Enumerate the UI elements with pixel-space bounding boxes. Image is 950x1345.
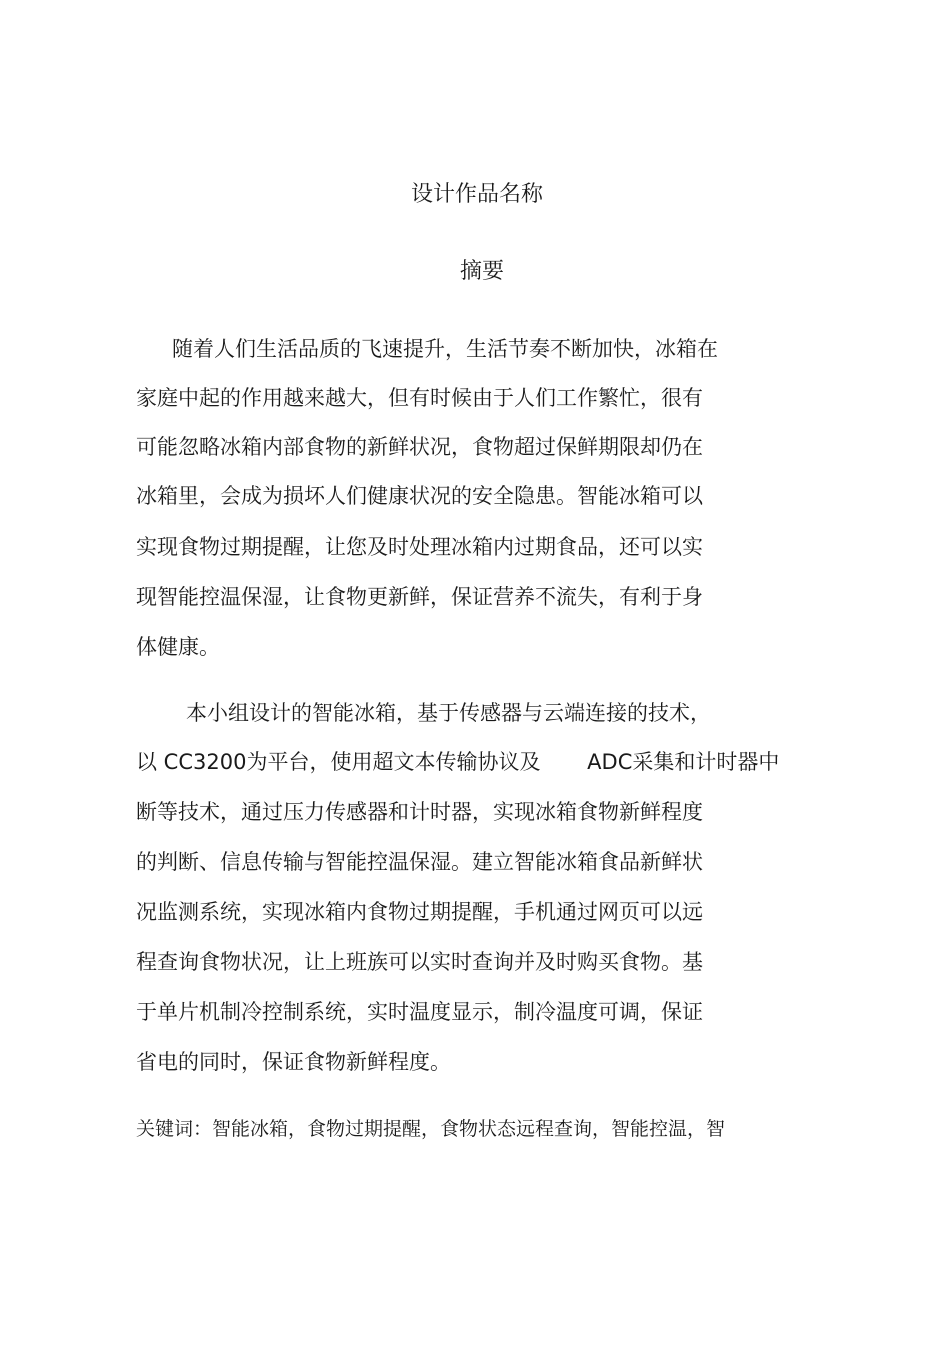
document-title: 设计作品名称 [410,182,543,207]
abstract-heading: 摘要 [459,259,504,284]
paragraph-line: 体健康。 [136,635,220,659]
paragraph-line: 冰箱里，会成为损坏人们健康状况的安全隐患。智能冰箱可以 [136,484,703,508]
paragraph-line: 本小组设计的智能冰箱，基于传感器与云端连接的技术， [186,701,711,725]
paragraph-line: 断等技术，通过压力传感器和计时器，实现冰箱食物新鲜程度 [136,800,703,824]
paragraph-line: 程查询食物状况，让上班族可以实时查询并及时购买食物。基 [136,950,703,974]
paragraph-line: 况监测系统，实现冰箱内食物过期提醒，手机通过网页可以远 [136,900,703,924]
paragraph-line: 以 CC3200为平台，使用超文本传输协议及 ADC采集和计时器中 [136,750,780,774]
paragraph-line: 于单片机制冷控制系统，实时温度显示，制冷温度可调，保证 [136,1000,703,1024]
paragraph-line: 随着人们生活品质的飞速提升，生活节奏不断加快，冰箱在 [172,337,718,361]
paragraph-line: 实现食物过期提醒，让您及时处理冰箱内过期食品，还可以实 [136,535,703,559]
paragraph-line: 可能忽略冰箱内部食物的新鲜状况，食物超过保鲜期限却仍在 [136,435,703,459]
paragraph-line: 家庭中起的作用越来越大，但有时候由于人们工作繁忙，很有 [136,386,703,410]
paragraph-line: 现智能控温保湿，让食物更新鲜，保证营养不流失，有利于身 [136,585,703,609]
keywords-line: 关键词：智能冰箱，食物过期提醒，食物状态远程查询，智能控温，智 [136,1118,726,1140]
paragraph-line: 省电的同时，保证食物新鲜程度。 [136,1050,451,1074]
paragraph-line: 的判断、信息传输与智能控温保湿。建立智能冰箱食品新鲜状 [136,850,703,874]
